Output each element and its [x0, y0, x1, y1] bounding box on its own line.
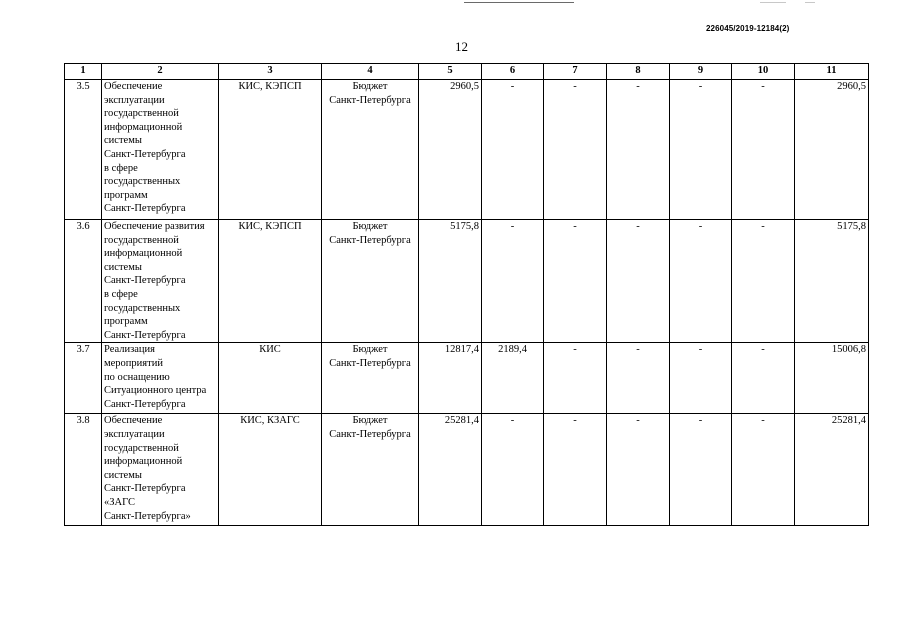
funding-source: Бюджет Санкт-Петербурга	[322, 220, 419, 343]
column-header: 8	[607, 64, 670, 80]
amount-col-7: -	[544, 220, 607, 343]
column-header: 1	[65, 64, 102, 80]
column-header: 3	[219, 64, 322, 80]
page-number: 12	[455, 39, 468, 54]
activity-name: Обеспечение развития государственной информационной системы Санкт-Петербурга в сфере государственных программ Санкт-Петербурга	[102, 220, 219, 343]
amount-col-9: -	[670, 80, 732, 220]
top-scan-rule	[464, 2, 574, 3]
amount-col-9: -	[670, 220, 732, 343]
funding-source: Бюджет Санкт-Петербурга	[322, 414, 419, 526]
activity-name: Обеспечение эксплуатации государственной информационной системы Санкт-Петербурга в сфере государственных программ Санкт-Петербурга	[102, 80, 219, 220]
column-header: 2	[102, 64, 219, 80]
document-number: 226045/2019-12184(2)	[706, 24, 790, 33]
amount-total: 5175,8	[795, 220, 869, 343]
amount-col-7: -	[544, 80, 607, 220]
activity-name: Реализация мероприятий по оснащению Ситуационного центра Санкт-Петербурга	[102, 343, 219, 414]
amount-col-5: 5175,8	[419, 220, 482, 343]
amount-col-5: 2960,5	[419, 80, 482, 220]
amount-col-8: -	[607, 343, 670, 414]
activity-name: Обеспечение эксплуатации государственной информационной системы Санкт-Петербурга «ЗАГС Санкт-Петербурга»	[102, 414, 219, 526]
row-number: 3.8	[65, 414, 102, 526]
table-row	[65, 343, 869, 414]
amount-total: 15006,8	[795, 343, 869, 414]
amount-col-9: -	[670, 414, 732, 526]
funding-source: Бюджет Санкт-Петербурга	[322, 343, 419, 414]
column-header: 11	[795, 64, 869, 80]
amount-col-5: 12817,4	[419, 343, 482, 414]
row-number: 3.5	[65, 80, 102, 220]
column-header: 9	[670, 64, 732, 80]
funding-source: Бюджет Санкт-Петербурга	[322, 80, 419, 220]
amount-col-8: -	[607, 80, 670, 220]
budget-table	[64, 63, 869, 526]
column-header: 6	[482, 64, 544, 80]
top-scan-mark	[805, 2, 815, 3]
amount-col-9: -	[670, 343, 732, 414]
amount-col-7: -	[544, 414, 607, 526]
amount-col-10: -	[732, 343, 795, 414]
amount-col-8: -	[607, 220, 670, 343]
responsible-org: КИС, КЗАГС	[219, 414, 322, 526]
column-header: 5	[419, 64, 482, 80]
amount-col-5: 25281,4	[419, 414, 482, 526]
responsible-org: КИС, КЭПСП	[219, 220, 322, 343]
top-scan-mark	[760, 2, 786, 3]
amount-total: 25281,4	[795, 414, 869, 526]
table-header-row	[65, 64, 869, 80]
amount-col-10: -	[732, 80, 795, 220]
table-row	[65, 80, 869, 220]
amount-col-7: -	[544, 343, 607, 414]
amount-col-10: -	[732, 414, 795, 526]
table-row	[65, 414, 869, 526]
row-number: 3.6	[65, 220, 102, 343]
responsible-org: КИС, КЭПСП	[219, 80, 322, 220]
amount-col-10: -	[732, 220, 795, 343]
amount-col-6: -	[482, 80, 544, 220]
table-row	[65, 220, 869, 343]
column-header: 10	[732, 64, 795, 80]
amount-col-6: -	[482, 220, 544, 343]
amount-col-6: -	[482, 414, 544, 526]
row-number: 3.7	[65, 343, 102, 414]
amount-col-6: 2189,4	[482, 343, 544, 414]
responsible-org: КИС	[219, 343, 322, 414]
amount-total: 2960,5	[795, 80, 869, 220]
column-header: 4	[322, 64, 419, 80]
column-header: 7	[544, 64, 607, 80]
amount-col-8: -	[607, 414, 670, 526]
